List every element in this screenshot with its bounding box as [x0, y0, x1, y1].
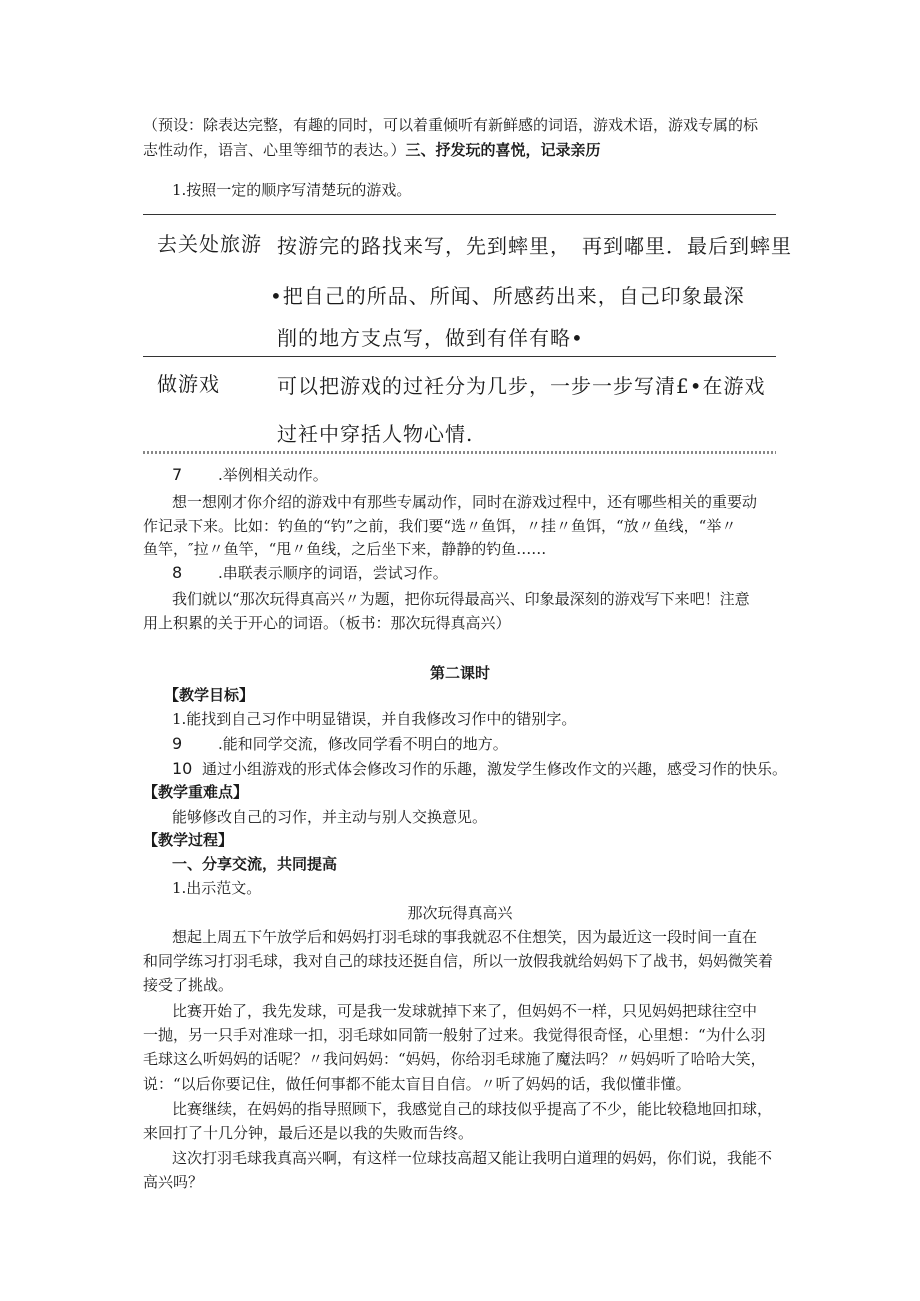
- para-8-line-1: 我们就以“那次玩得真高兴〃为题，把你玩得最高兴、印象最深刻的游戏写下来吧！注意: [172, 590, 750, 608]
- essay-line: 毛球这么听妈妈的话呢？〃我问妈妈：“妈妈，你给羽毛球施了魔法吗？〃妈妈听了哈哈大笑，: [143, 1050, 766, 1068]
- goal-10: [172, 758, 787, 780]
- table-row-2-line-2: 过衽中穿括人物心情.: [277, 422, 474, 446]
- intro-line-2-text: 志性动作，语言、心里等细节的表达。）: [143, 141, 406, 159]
- table-middle-rule: [143, 356, 776, 357]
- table-row-2-label: 做游戏: [157, 372, 220, 396]
- item-7: [172, 464, 328, 486]
- intro-line-1: （预设：除表达完整，有趣的同时，可以着重倾听有新鲜感的词语，游戏术语，游戏专属的标: [143, 116, 759, 134]
- section-3-heading: 三、抒发玩的喜悦，记录亲历: [405, 141, 601, 159]
- table-row-1-label: 去关处旅游: [157, 232, 262, 256]
- para-7-line-1: 想一想刚才你介绍的游戏中有那些专属动作，同时在游戏过程中，还有哪些相关的重要动: [172, 493, 758, 511]
- focus-heading: 【教学重难点】: [143, 783, 249, 801]
- process-heading: 【教学过程】: [143, 831, 234, 849]
- item-7-text: .举例相关动作。: [218, 466, 328, 484]
- essay-line: 这次打羽毛球我真高兴啊，有这样一位球技高超又能让我明白道理的妈妈，你们说，我能不: [172, 1149, 773, 1167]
- table-row-1-line-1: 按游完的路找来写，先到蟀里， 再到嘟里．最后到蟀里: [277, 234, 792, 258]
- goal-10-text: 通过小组游戏的形式体会修改习作的乐趣，激发学生修改作文的兴趣，感受习作的快乐。: [202, 760, 788, 778]
- intro-line-2: [143, 139, 601, 161]
- goal-9-text: .能和同学交流，修改同学看不明白的地方。: [218, 735, 508, 753]
- section-1-heading: 一、分享交流，共同提高: [172, 855, 338, 873]
- goal-1: 1.能找到自己习作中明显错误，并自我修改习作中的错别字。: [172, 710, 577, 728]
- para-7-line-3: 鱼竿，″拉〃鱼竿，“甩〃鱼线，之后坐下来，静静的钓鱼……: [143, 540, 547, 558]
- essay-line: 一抛，另一只手对准球一扣，羽毛球如同箭一般射了过来。我觉得很奇怪，心里想：“为什么羽: [143, 1026, 766, 1044]
- essay-line: 比赛继续，在妈妈的指导照顾下，我感觉自己的球技似乎提高了不少，能比较稳地回扣球，: [172, 1100, 773, 1118]
- table-top-rule: [143, 214, 776, 215]
- focus-text: 能够修改自己的习作，并主动与别人交换意见。: [172, 808, 488, 826]
- table-row-1-line-3: 削的地方支点写，做到有佯有略•: [277, 326, 584, 350]
- essay-title: 那次玩得真高兴: [407, 904, 513, 922]
- table-bottom-rule: [143, 451, 776, 454]
- goal-9-number: 9: [172, 734, 183, 753]
- step-show-example: 1.出示范文。: [172, 879, 262, 897]
- step-1: 1.按照一定的顺序写清楚玩的游戏。: [172, 181, 412, 199]
- goal-10-number: 10: [172, 759, 193, 778]
- essay-line: 接受了挑战。: [143, 976, 234, 994]
- lesson-2-title: 第二课时: [429, 664, 490, 682]
- essay-line: 来回打了十几分钟，最后还是以我的失败而告终。: [143, 1124, 474, 1142]
- item-8-text: .串联表示顺序的词语，尝试习作。: [218, 564, 448, 582]
- item-8: [172, 562, 448, 584]
- essay-line: 高兴吗？: [143, 1173, 204, 1191]
- item-7-number: 7: [172, 465, 183, 484]
- essay-line: 比赛开始了，我先发球，可是我一发球就掉下来了，但妈妈不一样，只见妈妈把球往空中: [172, 1002, 758, 1020]
- essay-line: 和同学练习打羽毛球，我对自己的球技还挺自信，所以一放假我就给妈妈下了战书，妈妈微笑着: [143, 952, 774, 970]
- item-8-number: 8: [172, 563, 183, 582]
- goal-9: [172, 733, 508, 755]
- table-row-1-line-2: •把自己的所品、所闻、所感药出来，自己印象最深: [270, 284, 745, 308]
- goals-heading: 【教学目标】: [164, 686, 255, 704]
- para-8-line-2: 用上积累的关于开心的词语。（板书：那次玩得真高兴）: [143, 614, 511, 632]
- para-7-line-2: 作记录下来。比如：钓鱼的“钓”之前，我们要“选〃鱼饵，〃挂〃鱼饵，“放〃鱼线，“举〃: [143, 517, 737, 535]
- essay-line: 想起上周五下午放学后和妈妈打羽毛球的事我就忍不住想笑，因为最近这一段时间一直在: [172, 928, 758, 946]
- essay-line: 说：“以后你要记住，做任何事都不能太盲目自信。〃听了妈妈的话，我似懂非懂。: [143, 1075, 691, 1093]
- table-row-2-line-1: 可以把游戏的过衽分为几步，一步一步写清£•在游戏: [277, 374, 766, 398]
